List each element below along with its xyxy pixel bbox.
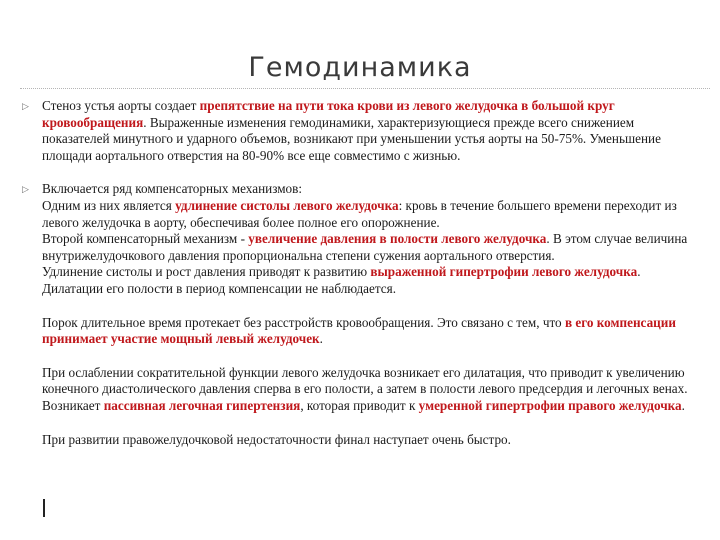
highlight-strong-lv: в его компенсации принимает участие мощный левый желудочек (42, 314, 676, 347)
paragraph-stenosis: Стеноз устья аорты создает препятствие на пути тока крови из левого желудочка в большой круг кровообращения. Выраженные изменения гемодинамики, характеризующиеся прежде всего снижением показателей минутного и ударного объемов, возникают при уменьшении устья аорты на 50-75%. Уменьшение площади аортального отверстия на 80-90% все еще совместимо с жизнью. (42, 98, 661, 163)
paragraph-dilation: При ослаблении сократительной функции левого желудочка возникает его дилатация, что приводит к увеличению конечного диастолического давления сперва в его полости, а затем в полости левого предсердия и легочных венах. Возникает пассивная легочная гипертензия, которая приводит к умеренной гипертрофии правого желудочка. (42, 364, 688, 413)
bullet-triangle-icon: ▷ (22, 185, 29, 196)
slide-content (22, 98, 702, 448)
paragraph-compensation: Включается ряд компенсаторных механизмов: Одним из них является удлинение систолы левого желудочка: кровь в течение большего времени переходит из левого желудочка в аорту, обеспечивая более полное его опорожнение. Второй компенсаторный механизм - увеличение давления в полости левого желудочка. В этом случае величина внутрижелудочкового давления пропорциональна степени сужения аортального отверстия. Удлинение систолы и рост давления приводят к развитию выраженной гипертрофии левого желудочка. Дилатации его полости в период компенсации не наблюдается. (42, 181, 688, 296)
bullet-triangle-icon: ▷ (22, 102, 29, 112)
highlight-pulmonary-hypertension: пассивная легочная гипертензия (103, 397, 301, 413)
highlight-pressure: увеличение давления в полости левого желудочка (248, 231, 547, 247)
text-cursor (43, 499, 45, 517)
paragraph-long-course: Порок длительное время протекает без расстройств кровообращения. Это связано с тем, что в его компенсации принимает участие мощный левый желудочек. (42, 314, 676, 347)
highlight-systole: удлинение систолы левого желудочка (175, 197, 399, 213)
bullet-item (22, 98, 702, 164)
highlight-lv-hypertrophy: выраженной гипертрофии левого желудочка (370, 264, 638, 280)
highlight-obstruction: препятствие на пути тока крови из левого желудочка в большой круг кровообращения (42, 98, 615, 130)
bullet-item (22, 181, 702, 448)
title-divider (20, 88, 710, 89)
slide-title: Гемодинамика (248, 52, 472, 83)
paragraph-final: При развитии правожелудочковой недостаточности финал наступает очень быстро. (42, 431, 511, 447)
highlight-rv-hypertrophy: умеренной гипертрофии правого желудочка (418, 397, 682, 413)
